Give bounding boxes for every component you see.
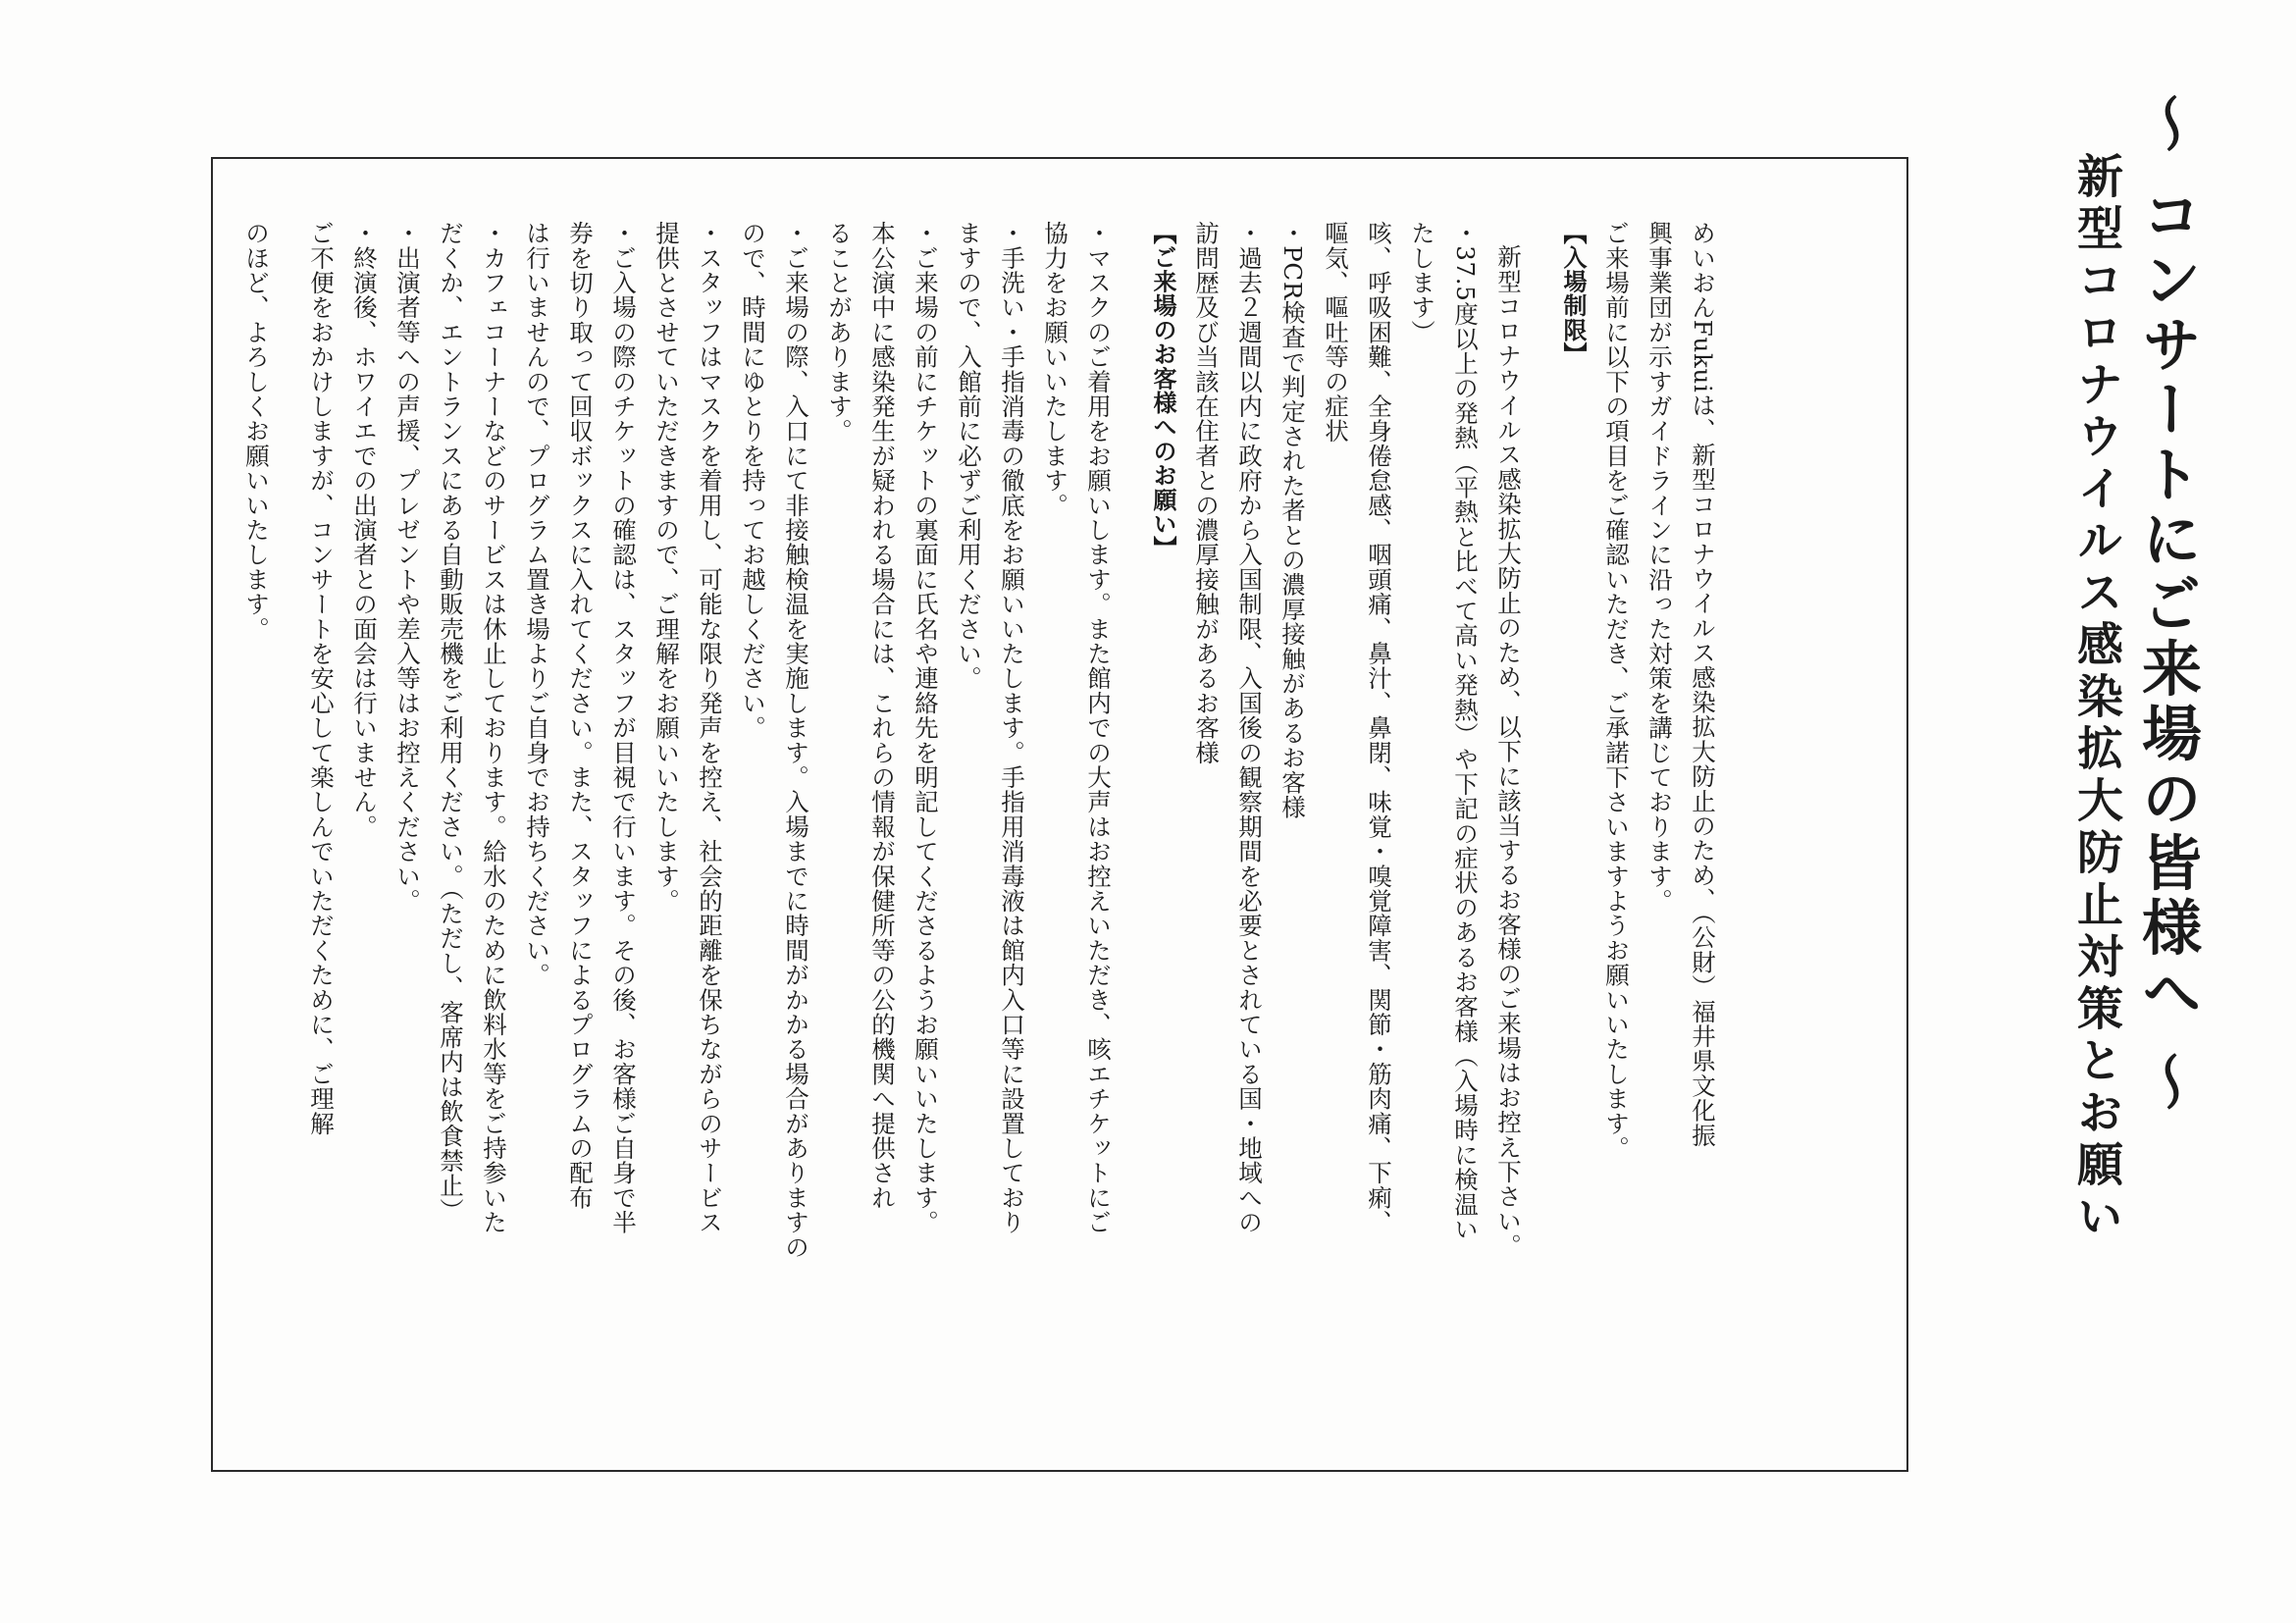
title-main: ～ コンサートにご来場の皆様へ ～ [2132, 93, 2202, 1117]
request-line: ることがあります。 [825, 221, 854, 444]
request-line: ので、時間にゆとりを持ってお越しください。 [739, 221, 767, 741]
restriction-line: ・PCR検査で判定された者との濃厚接触があるお客様 [1278, 221, 1307, 820]
request-line: 券を切り取って回収ボックスに入れてください。また、スタッフによるプログラムの配布 [566, 221, 595, 1210]
request-line: ・スタッフはマスクを着用し、可能な限り発声を控え、社会的距離を保ちながらのサービス [696, 221, 724, 1235]
intro-line: めいおんFukuiは、新型コロナウイルス感染拡大防止のため、（公財）福井県文化振 [1689, 221, 1717, 1148]
request-line: 本公演中に感染発生が疑われる場合には、これらの情報が保健所等の公的機関へ提供され [868, 221, 897, 1210]
request-line: だくか、エントランスにある自動販売機をご利用ください。（ただし、客席内は飲食禁止） [437, 221, 465, 1223]
closing-line: ご不便をおかけしますが、コンサートを安心して楽しんでいただくために、ご理解 [307, 221, 336, 1136]
requests-heading: 【ご来場のお客様へのお願い】 [1149, 221, 1176, 560]
request-line: ・出演者等への声援、プレゼントや差入等はお控えください。 [393, 221, 422, 914]
notice-body [235, 221, 1724, 1447]
restrictions-heading: 【入場制限】 [1559, 221, 1587, 367]
request-line: ・ご来場の前にチケットの裏面に氏名や連絡先を明記してくださるようお願いいたします。 [912, 221, 940, 1235]
request-line: 協力をお願いいたします。 [1041, 221, 1070, 518]
restriction-line: 咳、呼吸困難、全身倦怠感、咽頭痛、鼻汁、鼻閉、味覚・嗅覚障害、関節・筋肉痛、下痢、 [1365, 221, 1393, 1235]
intro-line: 興事業団が示すガイドラインに沿った対策を講じております。 [1645, 221, 1674, 914]
request-line: ・手洗い・手指消毒の徹底をお願いいたします。手指用消毒液は館内入口等に設置しており [998, 221, 1026, 1235]
request-line: ・終演後、ホワイエでの出演者との面会は行いません。 [350, 221, 379, 839]
request-line: ・ご来場の際、入口にて非接触検温を実施します。入場までに時間がかかる場合がありますの [782, 221, 810, 1260]
restriction-line: 嘔気、嘔吐等の症状 [1322, 221, 1350, 444]
request-line: ・ご入場の際のチケットの確認は、スタッフが目視で行います。その後、お客様ご自身で半 [609, 221, 638, 1235]
restriction-line: 訪問歴及び当該在住者との濃厚接触があるお客様 [1192, 221, 1221, 765]
intro-line: ご来場前に以下の項目をご確認いただき、ご承諾下さいますようお願いいたします。 [1602, 221, 1631, 1161]
request-line: ・カフェコーナーなどのサービスは休止しております。給水のために飲料水等をご持参いた [480, 221, 508, 1235]
request-line: ますので、入館前に必ずご利用ください。 [955, 221, 983, 691]
title-sub: 新型コロナウイルス感染拡大防止対策とお願い [2069, 152, 2123, 1244]
restriction-line: ・過去２週間以内に政府から入国制限、入国後の観察期間を必要とされている国・地域への [1235, 221, 1264, 1235]
notice-title [2061, 93, 2202, 1369]
restriction-line: ・37.5度以上の発熱（平熱と比べて高い発熱）や下記の症状のあるお客様（入場時に検温い [1451, 221, 1480, 1242]
restrictions-lead: 新型コロナウイルス感染拡大防止のため、以下に該当するお客様のご来場はお控え下さい。 [1494, 244, 1523, 1259]
request-line: 提供とさせていただきますので、ご理解をお願いいたします。 [652, 221, 681, 914]
request-line: ・マスクのご着用をお願いします。また館内での大声はお控えいただき、咳エチケットにご [1084, 221, 1113, 1235]
request-line: は行いませんので、プログラム置き場よりご自身でお持ちください。 [523, 221, 551, 988]
restriction-line: たします） [1408, 221, 1436, 344]
closing-line: のほど、よろしくお願いいたします。 [242, 221, 271, 642]
